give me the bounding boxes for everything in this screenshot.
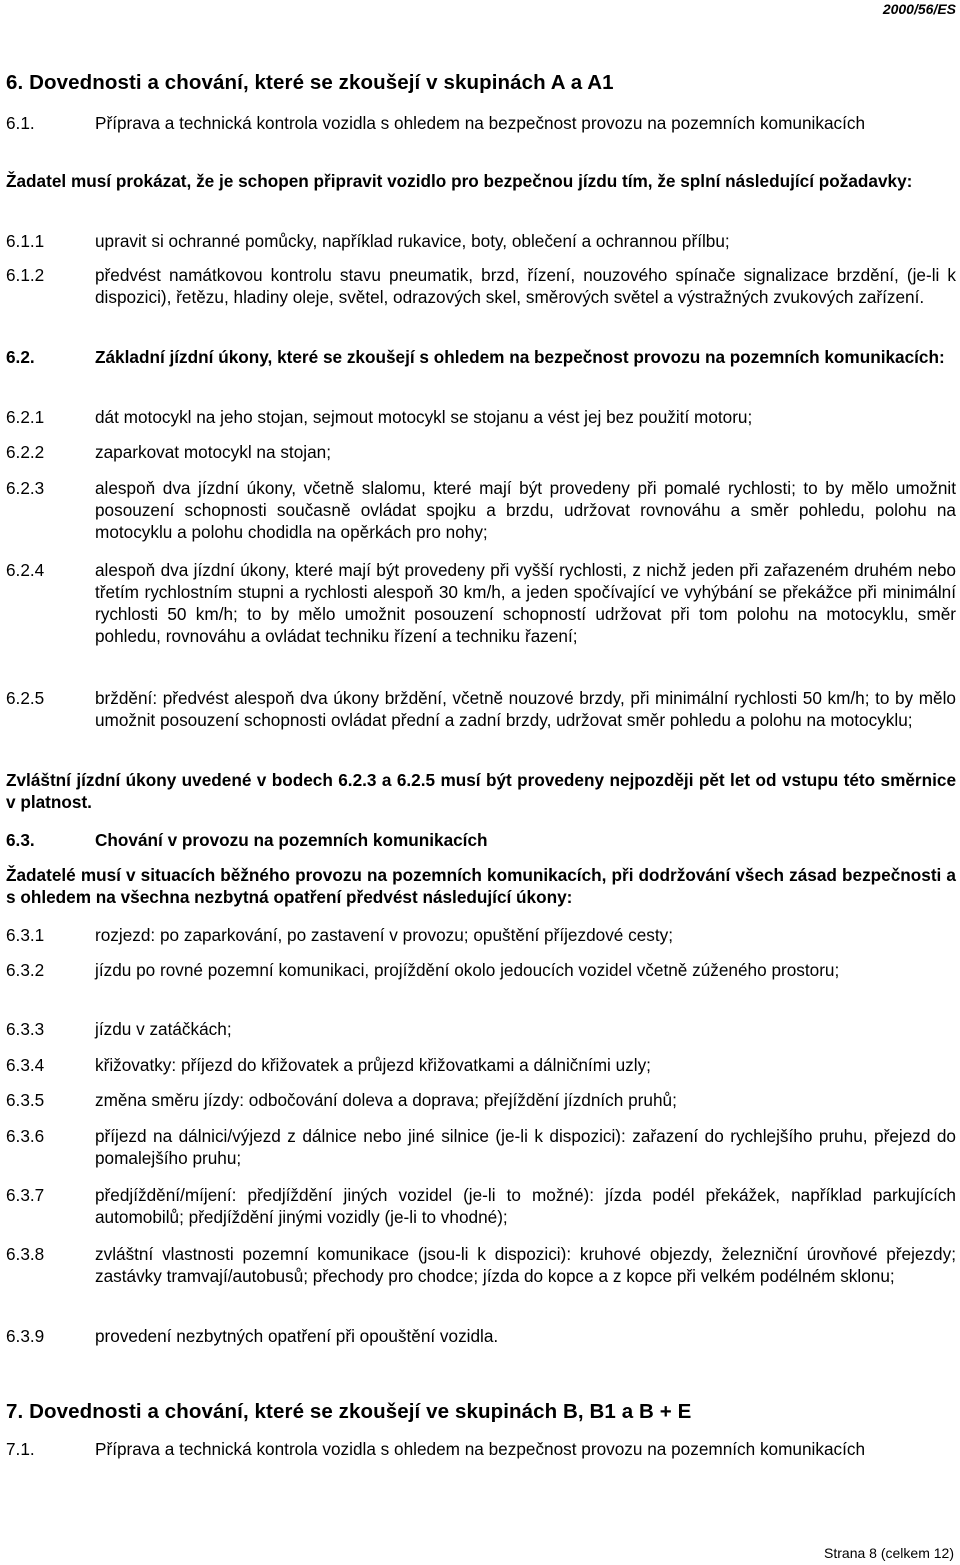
item-text: změna směru jízdy: odbočování doleva a doprava; přejíždění jízdních pruhů; [95,1090,677,1110]
item-number: 6.3. [6,830,35,850]
item-text: jízdu po rovné pozemní komunikaci, projíždění okolo jedoucích vozidel včetně zúženého prostoru; [95,960,840,980]
item-text: Chování v provozu na pozemních komunikacích [95,830,488,850]
list-item [6,477,956,543]
list-item [6,441,956,463]
item-text: rozjezd: po zaparkování, po zastavení v provozu; opuštění příjezdové cesty; [95,925,674,945]
item-text: křižovatky: příjezd do křižovatek a průjezd křižovatkami a dálničními uzly; [95,1055,651,1075]
item-number: 6.3.3 [6,1019,45,1039]
item-text: alespoň dva jízdní úkony, včetně slalomu, které mají být provedeny při pomalé rychlosti; to by mělo umožnit posouzení schopnosti současně ovládat spojku a brzdu, udržovat rovnováhu a směr pohledu, polohu na motocyklu a polohu chodidla na opěrkách pro nohy; [95,478,956,542]
item-number: 6.3.9 [6,1326,45,1346]
list-item [6,264,956,308]
list-item [6,1125,956,1169]
item-text: upravit si ochranné pomůcky, například rukavice, boty, oblečení a ochrannou přílbu; [95,231,730,251]
page-footer: Strana 8 (celkem 12) [824,1545,954,1561]
section-6-2 [6,346,956,368]
list-item [6,1018,956,1040]
item-number: 6.2.1 [6,407,45,427]
section-6-3-intro: Žadatelé musí v situacích běžného provozu na pozemních komunikacích, při dodržování všech zásad bezpečnosti a s ohledem na všechna nezbytná opatření předvést následující úkony: [6,865,956,907]
item-text: jízdu v zatáčkách; [95,1019,232,1039]
item-number: 6.3.8 [6,1244,45,1264]
list-item [6,1054,956,1076]
document-code: 2000/56/ES [882,1,956,17]
item-number: 6.3.4 [6,1055,45,1075]
item-number: 6.2.3 [6,478,45,498]
section-6-3 [6,829,956,851]
list-item [6,559,956,647]
list-item [6,1243,956,1287]
item-number: 6.2.4 [6,560,45,580]
item-number: 6.2.5 [6,688,45,708]
item-number: 6.2. [6,347,35,367]
list-item [6,924,956,946]
section-6-1-intro: Žadatel musí prokázat, že je schopen připravit vozidlo pro bezpečnou jízdu tím, že splní následující požadavky: [6,171,913,191]
item-text: zvláštní vlastnosti pozemní komunikace (jsou-li k dispozici): kruhové objezdy, železniční úrovňové přejezdy; zastávky tramvají/autobusů; přechody pro chodce; jízda do kopce a z kopce při velkém podélném sklonu; [95,1244,956,1286]
item-number: 6.3.5 [6,1090,45,1110]
list-item [6,959,956,981]
item-number: 6.3.1 [6,925,45,945]
list-item [6,1325,956,1347]
list-item [6,1184,956,1228]
item-text: příjezd na dálnici/výjezd z dálnice nebo jiné silnice (je-li k dispozici): zařazení do rychlejšího pruhu, přejezd do pomalejšího pruhu; [95,1126,956,1168]
section-6-1 [6,112,956,134]
list-item [6,1089,956,1111]
item-text: brždění: předvést alespoň dva úkony brždění, včetně nouzové brzdy, při minimální rychlosti 50 km/h; to by mělo umožnit posouzení schopnosti ovládat přední a zadní brzdy, udržovat směr pohledu a polohu na motocyklu; [95,688,956,730]
item-number: 7.1. [6,1439,35,1459]
section-6-title: 6. Dovednosti a chování, které se zkoušejí v skupinách A a A1 [6,71,614,94]
section-7-1 [6,1438,956,1460]
item-text: předjíždění/míjení: předjíždění jiných vozidel (je-li to možné): jízda podél překážek, například parkujících automobilů; předjíždění jinými vozidly (je-li to vhodné); [95,1185,956,1227]
item-number: 6.3.6 [6,1126,45,1146]
item-text: alespoň dva jízdní úkony, které mají být provedeny při vyšší rychlosti, z nichž jeden při zařazeném druhém nebo třetím rychlostním stupni a rychlosti alespoň 30 km/h, a jeden spočívající ve vyhýbání se překážce při minimální rychlosti 50 km/h; to by mělo umožnit posouzení schopností udržovat při tom polohu na motocyklu, směr pohledu, rovnováhu a ovládat techniku řízení a techniku řazení; [95,560,956,646]
item-text: zaparkovat motocykl na stojan; [95,442,331,462]
list-item [6,406,956,428]
item-text: Příprava a technická kontrola vozidla s ohledem na bezpečnost provozu na pozemních komunikacích [95,1439,866,1459]
item-number: 6.1. [6,113,35,133]
item-number: 6.1.2 [6,265,45,285]
item-number: 6.3.7 [6,1185,45,1205]
item-text: předvést namátkovou kontrolu stavu pneumatik, brzd, řízení, nouzového spínače signalizace brzdění, (je-li k dispozici), řetězu, hladiny oleje, světel, odrazových skel, směrových světel a výstražných zvukových zařízení. [95,265,956,307]
list-item [6,230,956,252]
section-6-2-note: Zvláštní jízdní úkony uvedené v bodech 6.2.3 a 6.2.5 musí být provedeny nejpozději pět let od vstupu této směrnice v platnost. [6,770,956,812]
list-item [6,687,956,731]
item-number: 6.1.1 [6,231,45,251]
item-number: 6.2.2 [6,442,45,462]
item-text: Základní jízdní úkony, které se zkoušejí s ohledem na bezpečnost provozu na pozemních komunikacích: [95,347,945,367]
section-7-title: 7. Dovednosti a chování, které se zkoušejí ve skupinách B, B1 a B + E [6,1400,692,1423]
item-text: dát motocykl na jeho stojan, sejmout motocykl se stojanu a vést jej bez použití motoru; [95,407,753,427]
item-text: Příprava a technická kontrola vozidla s ohledem na bezpečnost provozu na pozemních komunikacích [95,113,866,133]
item-text: provedení nezbytných opatření při opouštění vozidla. [95,1326,499,1346]
item-number: 6.3.2 [6,960,45,980]
